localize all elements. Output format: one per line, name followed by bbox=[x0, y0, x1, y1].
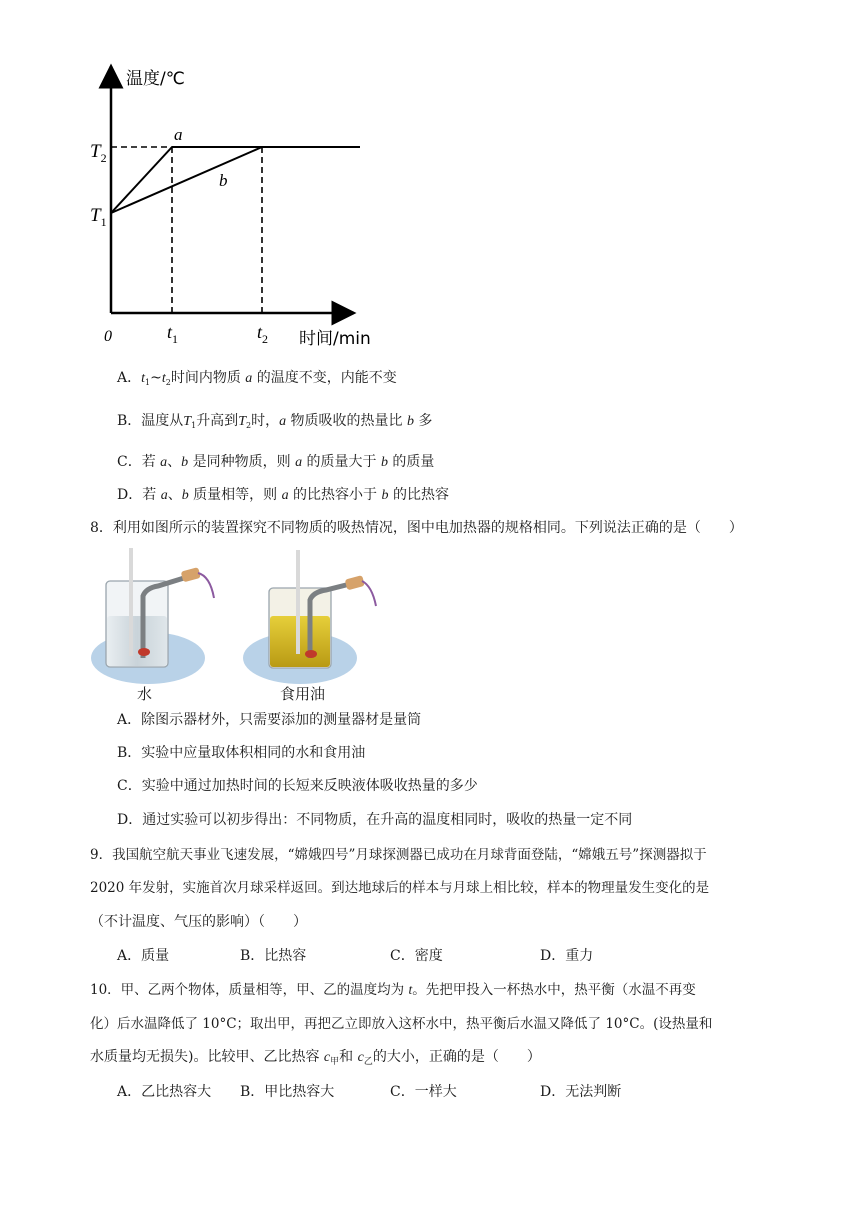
q8-option-c: C．实验中通过加热时间的长短来反映液体吸收热量的多少 bbox=[117, 778, 478, 794]
origin-label: 0 bbox=[104, 328, 112, 345]
q10-stem-line3: 水质量均无损失)。比较甲、乙比热容 $c_甲$和 $c_乙$的大小，正确的是（ ） bbox=[90, 1049, 541, 1067]
curve-a-line bbox=[111, 147, 172, 213]
q10-stem-line2: 化）后水温降低了 10°C；取出甲，再把乙立即放入这杯水中，热平衡后水温又降低了 10°C。(设热量和 bbox=[90, 1016, 713, 1032]
q8-stem: 8．利用如图所示的装置探究不同物质的吸热情况，图中电加热器的规格相同。下列说法正确的是（ ） bbox=[90, 520, 743, 536]
t1-temp-label: $T_1$ bbox=[90, 205, 107, 229]
oil-heater-tip bbox=[305, 650, 317, 658]
y-axis-label: 温度/℃ bbox=[126, 69, 185, 89]
water-heater-plug bbox=[181, 567, 201, 582]
q9-stem-line1: 9．我国航空航天事业飞速发展，“嫦娥四号”月球探测器已成功在月球背面登陆，“嫦娥五号”探测器拟于 bbox=[90, 847, 707, 863]
q9-stem-line3: （不计温度、气压的影响）（ ） bbox=[90, 914, 307, 930]
q10-option-a: A．乙比热容大 bbox=[117, 1084, 212, 1100]
water-label: 水 bbox=[137, 685, 153, 703]
q9-option-a: A．质量 bbox=[117, 948, 170, 964]
q9-option-c: C．密度 bbox=[390, 948, 443, 964]
q10-option-b: B．甲比热容大 bbox=[240, 1084, 335, 1100]
oil-heater-plug bbox=[345, 575, 365, 590]
water-heater-tip bbox=[138, 648, 150, 656]
q7-option-d: D．若 a、b 质量相等，则 a 的比热容小于 b 的比热容 bbox=[117, 487, 449, 503]
q7-option-b: B．温度从$T_1$升高到$T_2$时，a 物质吸收的热量比 b 多 bbox=[117, 413, 433, 430]
q9-option-b: B．比热容 bbox=[240, 948, 307, 964]
q7-option-a: A．$t_1\sim t_2$时间内物质 a 的温度不变，内能不变 bbox=[117, 370, 397, 387]
q9-option-d: D．重力 bbox=[540, 948, 594, 964]
water-liquid bbox=[107, 616, 167, 666]
t2-time-label: $t_2$ bbox=[257, 322, 269, 346]
q10-stem-line1: 10．甲、乙两个物体，质量相等，甲、乙的温度均为 t。先把甲投入一杯热水中，热平衡（水温不再变 bbox=[90, 982, 696, 998]
t1-time-label: $t_1$ bbox=[167, 322, 179, 346]
t2-temp-label: $T_2$ bbox=[90, 141, 107, 165]
water-heater-cable bbox=[198, 573, 214, 598]
curve-b-label: b bbox=[219, 171, 228, 190]
oil-label: 食用油 bbox=[280, 685, 326, 703]
curve-b-line bbox=[111, 147, 262, 213]
oil-heater-cable bbox=[362, 581, 376, 606]
q10-option-c: C．一样大 bbox=[390, 1084, 457, 1100]
q7-option-c: C．若 a、b 是同种物质，则 a 的质量大于 b 的质量 bbox=[117, 454, 435, 470]
q8-option-a: A．除图示器材外，只需要添加的测量器材是量筒 bbox=[117, 712, 422, 728]
curve-a-label: a bbox=[174, 125, 183, 144]
beaker-illustration bbox=[88, 548, 388, 708]
q8-option-d: D．通过实验可以初步得出：不同物质，在升高的温度相同时，吸收的热量一定不同 bbox=[117, 812, 633, 828]
x-axis-label: 时间/min bbox=[299, 329, 371, 349]
temperature-time-graph bbox=[80, 60, 380, 355]
q10-option-d: D．无法判断 bbox=[540, 1084, 622, 1100]
q8-option-b: B．实验中应量取体积相同的水和食用油 bbox=[117, 745, 366, 761]
q9-stem-line2: 2020 年发射，实施首次月球采样返回。到达地球后的样本与月球上相比较，样本的物理量发生变化的是 bbox=[90, 880, 710, 896]
